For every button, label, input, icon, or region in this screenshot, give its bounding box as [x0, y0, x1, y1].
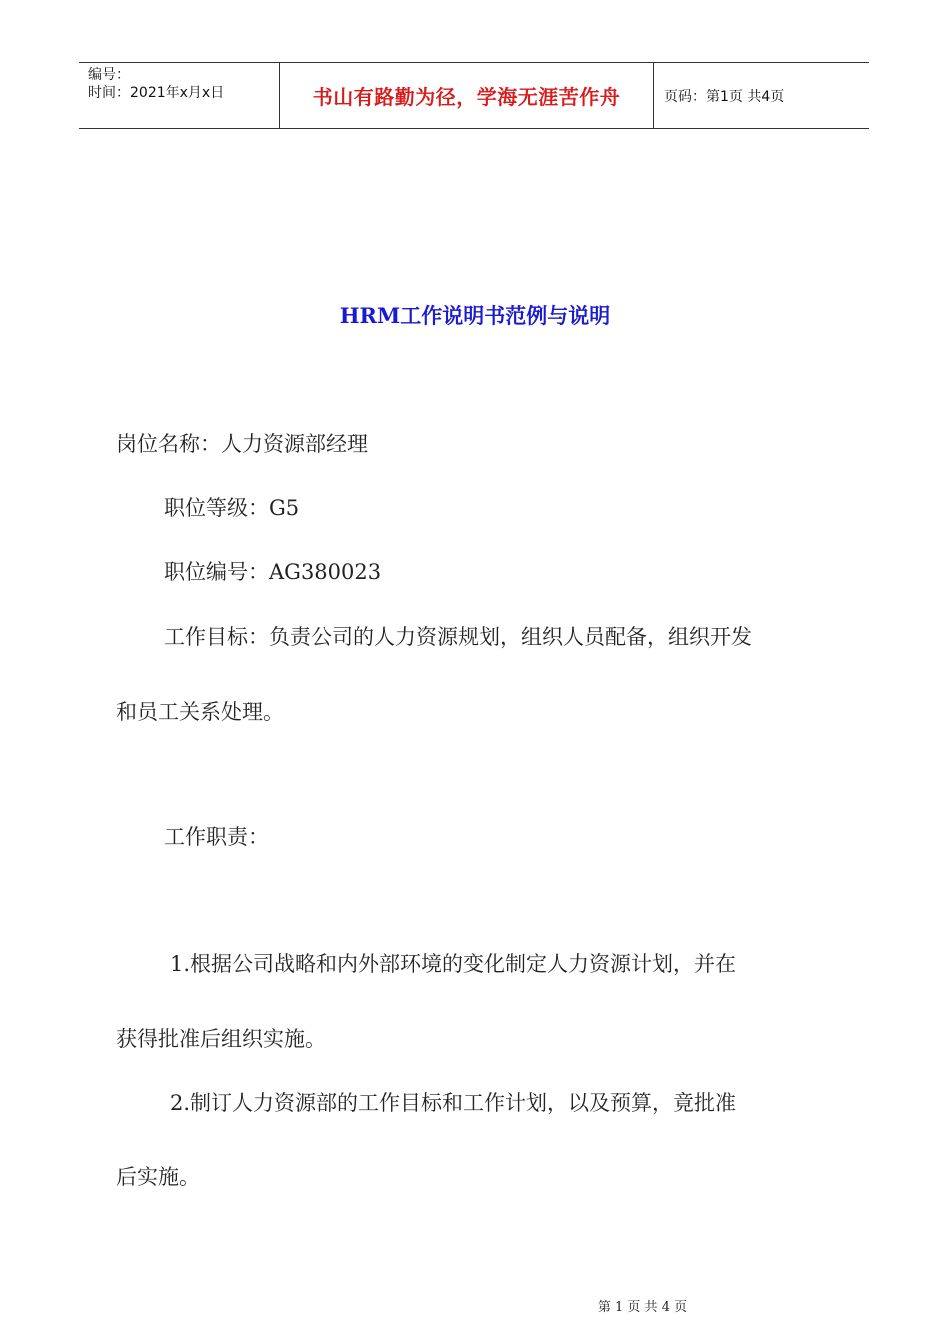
motto: 书山有路勤为径，学海无涯苦作舟 [280, 63, 654, 128]
time-label: 时间：2021年x月x日 [88, 85, 225, 101]
header-table [79, 62, 869, 129]
header-page-info: 页码：第1页 共4页 [664, 88, 785, 105]
position-name: 岗位名称：人力资源部经理 [116, 432, 368, 456]
duty-1-line-1: 1.根据公司战略和内外部环境的变化制定人力资源计划，并在 [170, 952, 737, 976]
duty-2-line-2: 后实施。 [116, 1165, 200, 1189]
document-title: HRM工作说明书范例与说明 [339, 303, 611, 328]
position-level: 职位等级：G5 [164, 496, 300, 520]
duties-heading: 工作职责： [164, 825, 269, 849]
page-footer: 第 1 页 共 4 页 [597, 1300, 688, 1315]
position-code: 职位编号：AG380023 [164, 560, 382, 584]
goal-line-1: 工作目标：负责公司的人力资源规划，组织人员配备，组织开发 [164, 625, 752, 649]
number-label: 编号： [88, 67, 130, 83]
duty-1-line-2: 获得批准后组织实施。 [116, 1027, 326, 1051]
goal-line-2: 和员工关系处理。 [116, 700, 284, 724]
duty-2-line-1: 2.制订人力资源部的工作目标和工作计划，以及预算，竟批准 [170, 1091, 737, 1115]
header-meta-cell [79, 63, 280, 128]
